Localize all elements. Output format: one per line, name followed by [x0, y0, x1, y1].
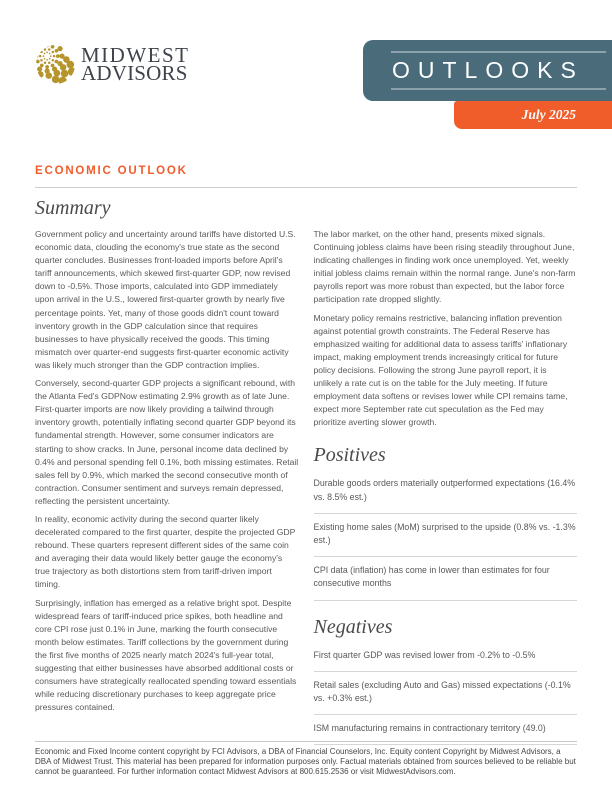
- list-item: CPI data (inflation) has come in lower than estimates for four consecutive months: [314, 557, 578, 600]
- summary-paragraph: Conversely, second-quarter GDP projects a significant rebound, with the Atlanta Fed's GDPNow estimating 2.9% growth as of late June. First-quarter imports are now likely providing a tailwind through inventory growth, potentially inflating second quarter GDP beyond its fundamental strength. However, some consumer indicators are starting to show cracks. In June, personal income data declined by 0.4% and personal spending fell 0.1%, both missing estimates. Retail sales fell by 0.9%, which marked the second consecutive month of contraction. Consumer sentiment and surveys remain depressed, reflecting the persistent uncertainty.: [35, 378, 299, 506]
- banner-rule-bottom: [391, 88, 606, 90]
- summary-paragraph: Government policy and uncertainty around tariffs have distorted U.S. economic data, clouding the economy's true state as the second quarter concludes. Businesses front-loaded imports before April's tariff announcements, which skewed first-quarter GDP, now revised down to -0.5%. Those imports, calculated into GDP immediately upon arrival in the U.S., lowered first-quarter growth by nearly five percentage points. Yet, many of those goods didn't count toward inventory growth in the GDP calculation since that requires businesses to have physically received the goods. This timing mismatch over quarter-end suggests first-quarter economic activity was likely much stronger than the GDP contraction implies.: [35, 229, 296, 370]
- outlook-column: [314, 197, 578, 745]
- summary-column: [35, 197, 299, 745]
- summary-heading: Summary: [35, 197, 111, 219]
- negatives-list: [314, 642, 578, 746]
- list-item: Existing home sales (MoM) surprised to the upside (0.8% vs. -1.3% est.): [314, 514, 578, 557]
- brand-name-line1: MIDWEST: [81, 43, 190, 67]
- brand-name-line2: ADVISORS: [81, 61, 188, 85]
- summary-paragraph: Surprisingly, inflation has emerged as a relative bright spot. Despite widespread fears of tariff-induced price spikes, both headline and core CPI rose just 0.1% in June, marking the fourth consecutive month below estimates. Tariff collections by the government during the first five months of 2025 nearly match 2024's full-year total, suggesting that either businesses have absorbed additional costs or consumers have strategically reallocated spending toward essentials while reducing discretionary purchases to keep aggregate price pressures contained.: [35, 597, 297, 713]
- brand-logo: [35, 44, 190, 85]
- labor-paragraph: Monetary policy remains restrictive, balancing inflation prevention against potential growth constraints. The Federal Reserve has emphasized waiting for additional data to assess tariffs' inflationary impact, making employment trends increasingly critical for future policy decisions. Following the strong June payroll report, it is unlikely a rate cut is on the table for the July meeting. If future employment data softens or revises lower while CPI remains tame, expect more September rate cut speculation as the Fed may prioritize averting slower growth.: [313, 312, 568, 428]
- brand-name: [81, 43, 190, 85]
- section-heading: ECONOMIC OUTLOOK: [35, 165, 188, 177]
- banner-title: OUTLOOKS: [392, 56, 584, 83]
- content-columns: [35, 197, 577, 745]
- list-item: Retail sales (excluding Auto and Gas) missed expectations (-0.1% vs. +0.3% est.): [314, 672, 578, 715]
- banner-rule-top: [391, 51, 606, 53]
- globe-dots-icon: [35, 44, 76, 85]
- list-item: First quarter GDP was revised lower from -0.2% to -0.5%: [314, 642, 578, 672]
- section-divider: [35, 187, 577, 188]
- list-item: Durable goods orders materially outperformed expectations (16.4% vs. 8.5% est.): [314, 470, 578, 513]
- summary-paragraph: In reality, economic activity during the second quarter likely decelerated compared to the first quarter, despite the projected GDP rebound. These quarters represent different sides of the same coin and averaging their data would likely better gauge the economy's true trajectory as both distortions stem from tariff-driven import timing.: [35, 513, 296, 590]
- issue-date-banner: [454, 101, 612, 129]
- issue-date: July 2025: [521, 107, 576, 122]
- list-item: ISM manufacturing remains in contractionary territory (49.0): [314, 715, 578, 745]
- outlooks-banner: [363, 40, 612, 101]
- footer-disclaimer: Economic and Fixed Income content copyright by FCI Advisors, a DBA of Financial Counselors, Inc. Equity content Copyright by Midwest Advisors, a DBA of Midwest Trust. This material has been prepared for information purposes only. Factual materials obtained from sources believed to be reliable but cannot be guaranteed. For further information contact Midwest Advisors at 800.615.2536 or visit MidwestAdvisors.com.: [35, 747, 576, 776]
- negatives-heading: Negatives: [313, 615, 393, 638]
- labor-paragraph: The labor market, on the other hand, presents mixed signals. Continuing jobless claims have been rising steadily throughout June, indicating challenges in finding work once unemployed. Yet, weekly initial jobless claims remain within the normal range. June's non-farm payrolls report was more robust than expected, but the labor force participation rate dropped slightly.: [313, 229, 576, 305]
- footer-divider: [35, 741, 577, 742]
- positives-heading: Positives: [313, 444, 386, 467]
- positives-list: [314, 470, 578, 600]
